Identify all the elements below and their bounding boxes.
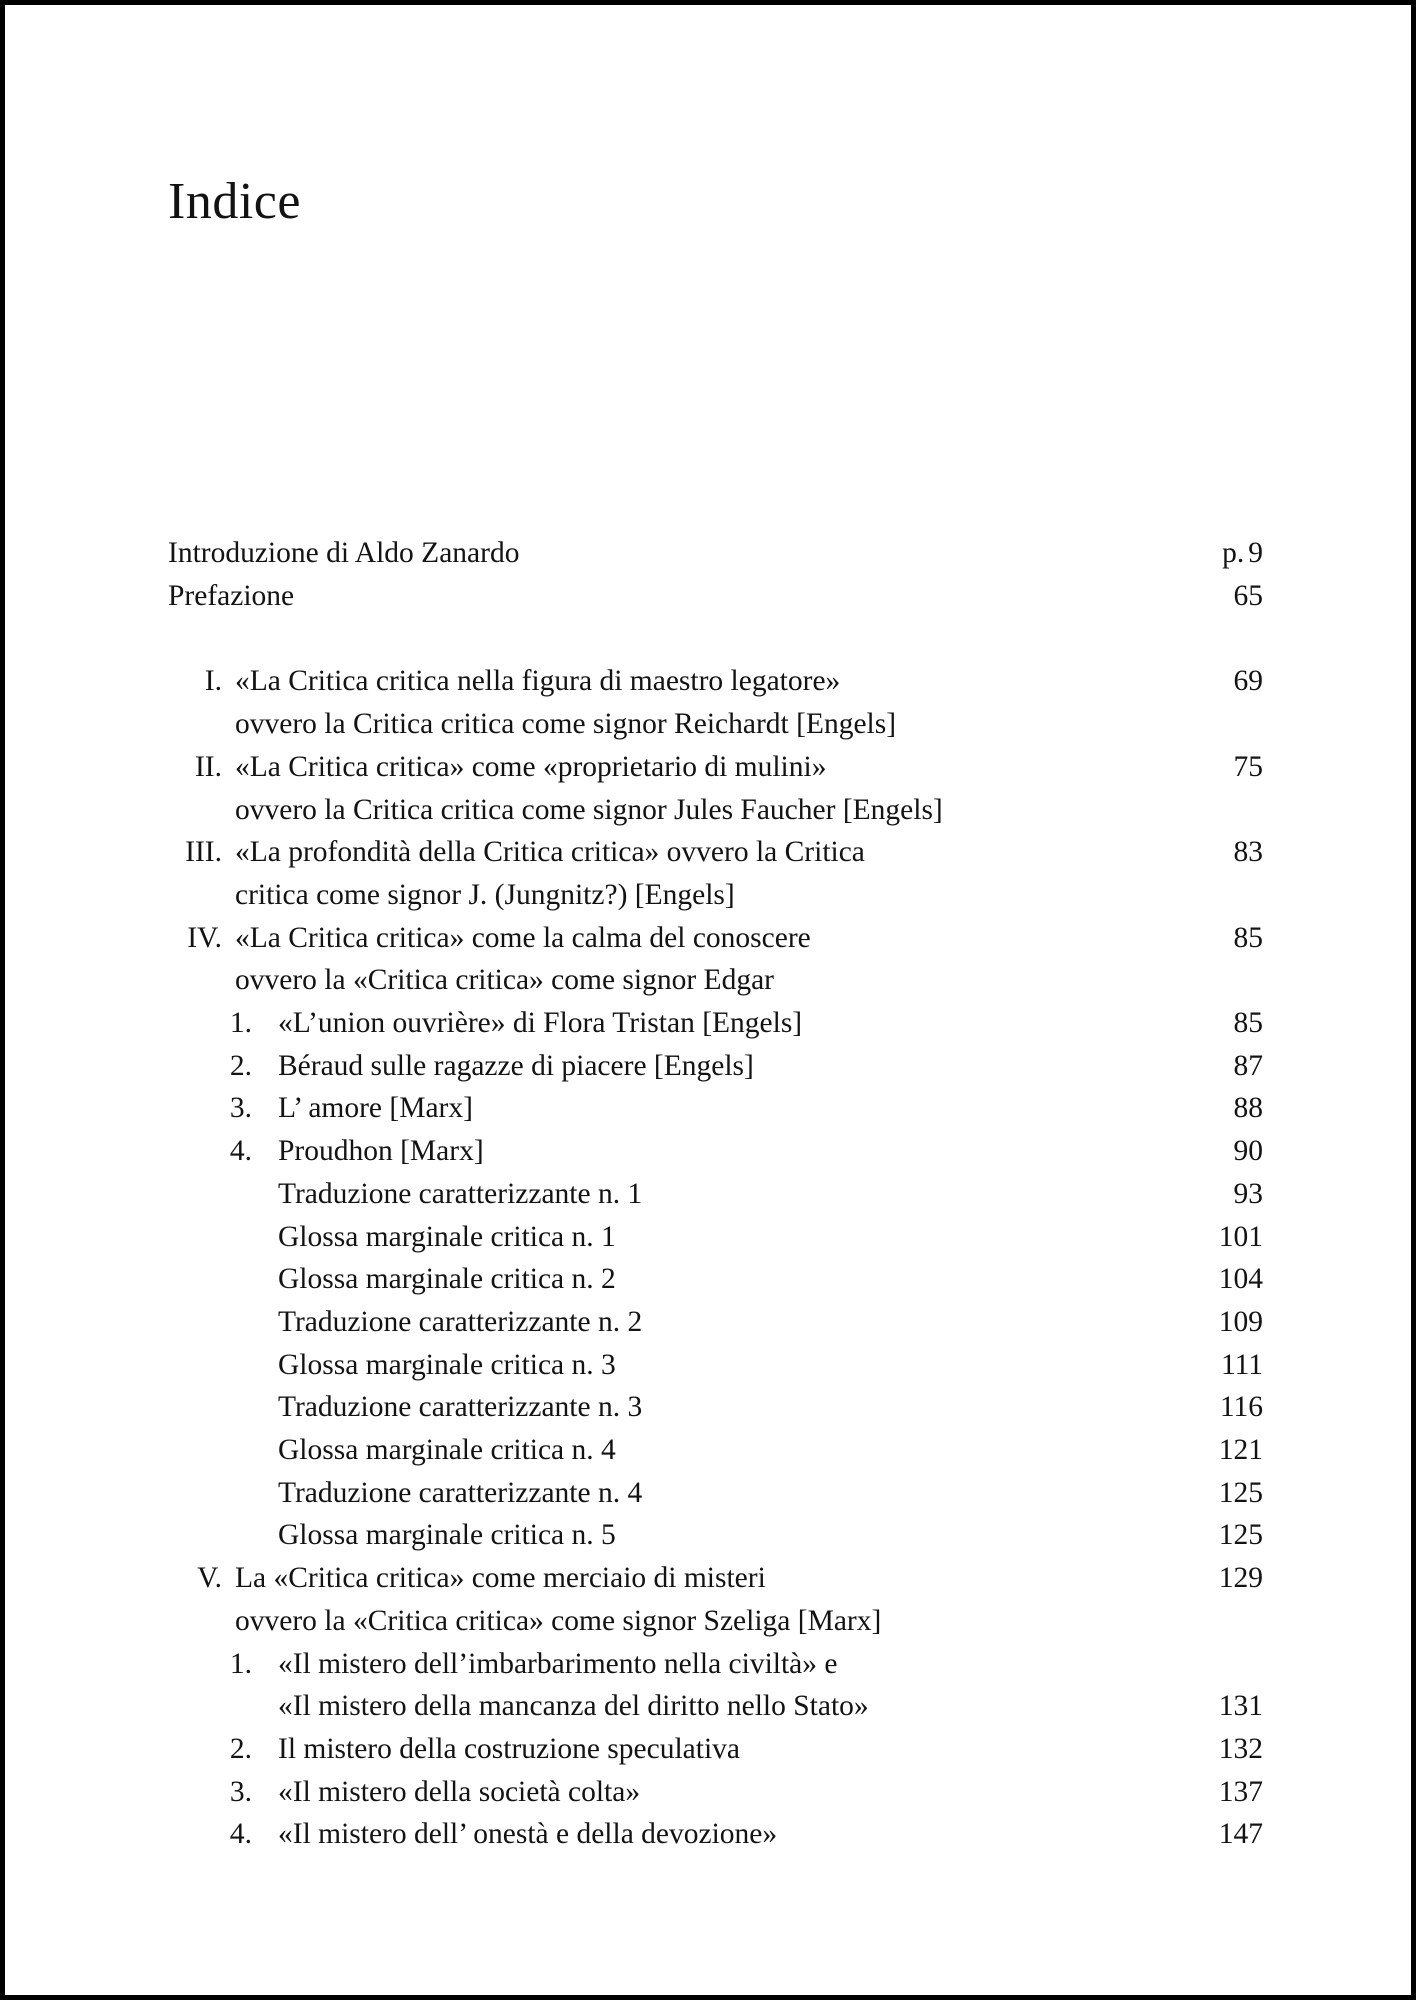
page-number-value: 129 — [1218, 1562, 1263, 1595]
toc-entry-numeral: 4. — [229, 1818, 252, 1851]
page-number-value: 83 — [1233, 836, 1263, 869]
toc-entry-line — [168, 1216, 1263, 1259]
toc-entry-page-number — [1219, 1472, 1263, 1515]
toc-entry-title: Proudhon [Marx] — [278, 1135, 484, 1168]
toc-entry-line — [168, 1771, 1263, 1814]
toc-entry[interactable] — [168, 746, 1263, 831]
toc-entry-title: Il mistero della costruzione speculativa — [278, 1732, 741, 1765]
page-title: Indice — [168, 172, 301, 230]
toc-entry-title: Glossa marginale critica n. 3 — [278, 1348, 616, 1381]
toc-entry-line — [168, 1258, 1263, 1301]
toc-entry-line — [168, 1087, 1263, 1130]
page-number-value: 132 — [1218, 1732, 1263, 1765]
page-number-value: 137 — [1218, 1775, 1263, 1808]
toc-entry[interactable] — [168, 1557, 1263, 1642]
page-number-value: 125 — [1218, 1476, 1263, 1509]
toc-entry[interactable] — [168, 1301, 1263, 1344]
toc-entry-page-number — [1234, 917, 1264, 960]
toc-entry-line — [168, 1685, 1263, 1728]
toc-entry-page-number — [1219, 1216, 1263, 1259]
toc-entry-line — [168, 1130, 1263, 1173]
toc-entry-line — [168, 1386, 1263, 1429]
toc-entry-page-number — [1234, 575, 1264, 618]
toc-entry-line — [168, 1514, 1263, 1557]
page-number-value: 9 — [1248, 537, 1263, 569]
page-number-value: 147 — [1218, 1818, 1263, 1851]
toc-entry-title: «Il mistero della società colta» — [278, 1775, 641, 1808]
toc-entry-page-number — [1219, 1771, 1263, 1814]
toc-entry-title: ovvero la Critica critica come signor Jules Faucher [Engels] — [235, 793, 943, 826]
toc-entry-page-number — [1219, 1258, 1263, 1301]
page-number-value: 125 — [1218, 1519, 1263, 1552]
toc-entry-title: «La profondità della Critica critica» ovvero la Critica — [235, 836, 865, 869]
toc-entry-title: Glossa marginale critica n. 4 — [278, 1434, 616, 1467]
toc-entry-title: critica come signor J. (Jungnitz?) [Engels] — [235, 878, 735, 911]
toc-entry-page-number — [1221, 1344, 1263, 1387]
page-number-value: 65 — [1233, 579, 1263, 612]
toc-entry-title: Glossa marginale critica n. 5 — [278, 1519, 616, 1552]
toc-entry-line — [168, 1600, 1263, 1643]
toc-entry-line — [168, 1045, 1263, 1088]
toc-entry-title: L’ amore [Marx] — [278, 1092, 473, 1125]
toc-entry-title: «L’union ouvrière» di Flora Tristan [Engels] — [278, 1007, 803, 1040]
toc-entry-line — [168, 660, 1263, 703]
page-number-value: 101 — [1218, 1220, 1263, 1253]
toc-entry[interactable] — [168, 1173, 1263, 1216]
toc-entry-numeral: 1. — [229, 1007, 252, 1040]
toc-entry-title: Prefazione — [168, 579, 295, 612]
toc-entry[interactable] — [168, 1344, 1263, 1387]
toc-entry-title: «Il mistero dell’imbarbarimento nella civiltà» e — [278, 1647, 838, 1680]
toc-entry[interactable] — [168, 1045, 1263, 1088]
toc-entry[interactable] — [168, 1728, 1263, 1771]
toc-entry-page-number — [1219, 1557, 1263, 1600]
toc-group-front-matter — [168, 532, 1263, 617]
toc-entry[interactable] — [168, 1813, 1263, 1856]
toc-entry[interactable] — [168, 575, 1263, 618]
toc-entry-line — [168, 1728, 1263, 1771]
toc-entry-numeral: 4. — [229, 1135, 252, 1168]
toc-entry-line — [168, 959, 1263, 1002]
toc-entry-page-number — [1234, 1045, 1264, 1088]
toc-entry[interactable] — [168, 1130, 1263, 1173]
toc-entry-line — [168, 1173, 1263, 1216]
toc-entry[interactable] — [168, 1258, 1263, 1301]
toc-entry[interactable] — [168, 660, 1263, 745]
toc-entry[interactable] — [168, 917, 1263, 1002]
toc-entry[interactable] — [168, 1514, 1263, 1557]
toc-entry-page-number — [1219, 1514, 1263, 1557]
toc-entry-title: «Il mistero della mancanza del diritto nello Stato» — [278, 1690, 869, 1723]
toc-entry-title: ovvero la Critica critica come signor Reichardt [Engels] — [235, 708, 897, 741]
page-number-value: 88 — [1233, 1092, 1263, 1125]
toc-entry-numeral: 2. — [229, 1732, 252, 1765]
toc-entry[interactable] — [168, 1429, 1263, 1472]
toc-entry-numeral: I. — [204, 665, 222, 698]
toc-entry-numeral: 3. — [229, 1092, 252, 1125]
page-number-value: 109 — [1218, 1305, 1263, 1338]
toc-entry-numeral: 3. — [229, 1775, 252, 1808]
toc-entry[interactable] — [168, 1386, 1263, 1429]
toc-entry[interactable] — [168, 532, 1263, 575]
toc-entry-numeral: II. — [194, 750, 222, 783]
page-number-value: 111 — [1220, 1348, 1263, 1381]
toc-entry-line — [168, 789, 1263, 832]
toc-entry-title: «La Critica critica nella figura di maestro legatore» — [235, 665, 841, 698]
toc-entry-page-number — [1219, 1685, 1263, 1728]
toc-entry[interactable] — [168, 831, 1263, 916]
toc-entry-line — [168, 1002, 1263, 1045]
toc-entry-numeral: 1. — [229, 1647, 252, 1680]
toc-entry-line — [168, 1429, 1263, 1472]
toc-entry-page-number — [1234, 660, 1264, 703]
toc-entry-page-number — [1219, 1301, 1263, 1344]
toc-entry[interactable] — [168, 1216, 1263, 1259]
toc-entry-title: Traduzione caratterizzante n. 2 — [278, 1305, 643, 1338]
toc-entry-numeral: III. — [185, 836, 222, 869]
toc-entry-page-number — [1234, 831, 1264, 874]
toc-entry-line — [168, 703, 1263, 746]
toc-entry-page-number — [1234, 746, 1264, 789]
page-number-value: 93 — [1233, 1177, 1263, 1210]
toc-entry-title: Béraud sulle ragazze di piacere [Engels] — [278, 1049, 754, 1082]
toc-entry-line — [168, 1813, 1263, 1856]
toc-group-spacer — [168, 617, 1263, 660]
toc-entry-title: ovvero la «Critica critica» come signor Edgar — [235, 964, 774, 997]
toc-entry-page-number — [1234, 1002, 1264, 1045]
page-number-value: 131 — [1218, 1690, 1263, 1723]
toc-entry-title: «La Critica critica» come la calma del conoscere — [235, 921, 811, 954]
toc-entry-page-number — [1220, 1386, 1263, 1429]
toc-entry-line — [168, 1301, 1263, 1344]
page-number-value: 69 — [1233, 665, 1263, 698]
toc-entry-title: ovvero la «Critica critica» come signor Szeliga [Marx] — [235, 1604, 882, 1637]
toc-entry[interactable] — [168, 1643, 1263, 1728]
toc-entry-line — [168, 917, 1263, 960]
toc-entry[interactable] — [168, 1002, 1263, 1045]
toc-entry-page-number — [1219, 1429, 1263, 1472]
page-number-value: 85 — [1233, 921, 1263, 954]
page-number-value: 87 — [1233, 1049, 1263, 1082]
toc-entry-page-number — [1222, 532, 1263, 575]
toc-entry-numeral: IV. — [187, 921, 222, 954]
toc-entry-title: Traduzione caratterizzante n. 3 — [278, 1391, 643, 1424]
toc-entry-numeral: 2. — [229, 1049, 252, 1082]
toc-entry-title: Traduzione caratterizzante n. 1 — [278, 1177, 643, 1210]
toc-entry-page-number — [1219, 1813, 1263, 1856]
page-number-value: 85 — [1233, 1007, 1263, 1040]
page-number-value: 121 — [1218, 1434, 1263, 1467]
toc-entry-title: «La Critica critica» come «proprietario di mulini» — [235, 750, 827, 783]
toc-entry-title: Introduzione di Aldo Zanardo — [168, 537, 520, 569]
toc-entry-title: «Il mistero dell’ onestà e della devozione» — [278, 1818, 778, 1851]
page-number-value: 90 — [1233, 1135, 1263, 1168]
toc-entry-title: Glossa marginale critica n. 1 — [278, 1220, 616, 1253]
toc-entry-title: Traduzione caratterizzante n. 4 — [278, 1476, 643, 1509]
toc-entry-line — [168, 1643, 1263, 1686]
toc-entry-page-number — [1234, 1087, 1264, 1130]
toc-entry-line — [168, 831, 1263, 874]
toc-entry-line — [168, 1472, 1263, 1515]
toc-entry-line — [168, 532, 1263, 575]
toc-entry[interactable] — [168, 1771, 1263, 1814]
table-of-contents — [168, 532, 1263, 1856]
page-number-prefix: p. — [1222, 537, 1245, 569]
toc-entry-numeral: V. — [197, 1562, 222, 1595]
page-number-value: 104 — [1218, 1263, 1263, 1296]
page-number-value: 116 — [1219, 1391, 1263, 1424]
toc-entry-title: La «Critica critica» come merciaio di misteri — [235, 1562, 766, 1595]
toc-entry-line — [168, 746, 1263, 789]
toc-entry-title: Glossa marginale critica n. 2 — [278, 1263, 616, 1296]
toc-entry[interactable] — [168, 1472, 1263, 1515]
page-number-value: 75 — [1233, 750, 1263, 783]
toc-entry-page-number — [1234, 1130, 1264, 1173]
toc-entry-line — [168, 874, 1263, 917]
toc-entry[interactable] — [168, 1087, 1263, 1130]
toc-entry-page-number — [1234, 1173, 1264, 1216]
toc-entry-line — [168, 1344, 1263, 1387]
toc-group-chapters — [168, 660, 1263, 1856]
toc-entry-line — [168, 1557, 1263, 1600]
toc-entry-line — [168, 575, 1263, 618]
toc-entry-page-number — [1219, 1728, 1263, 1771]
